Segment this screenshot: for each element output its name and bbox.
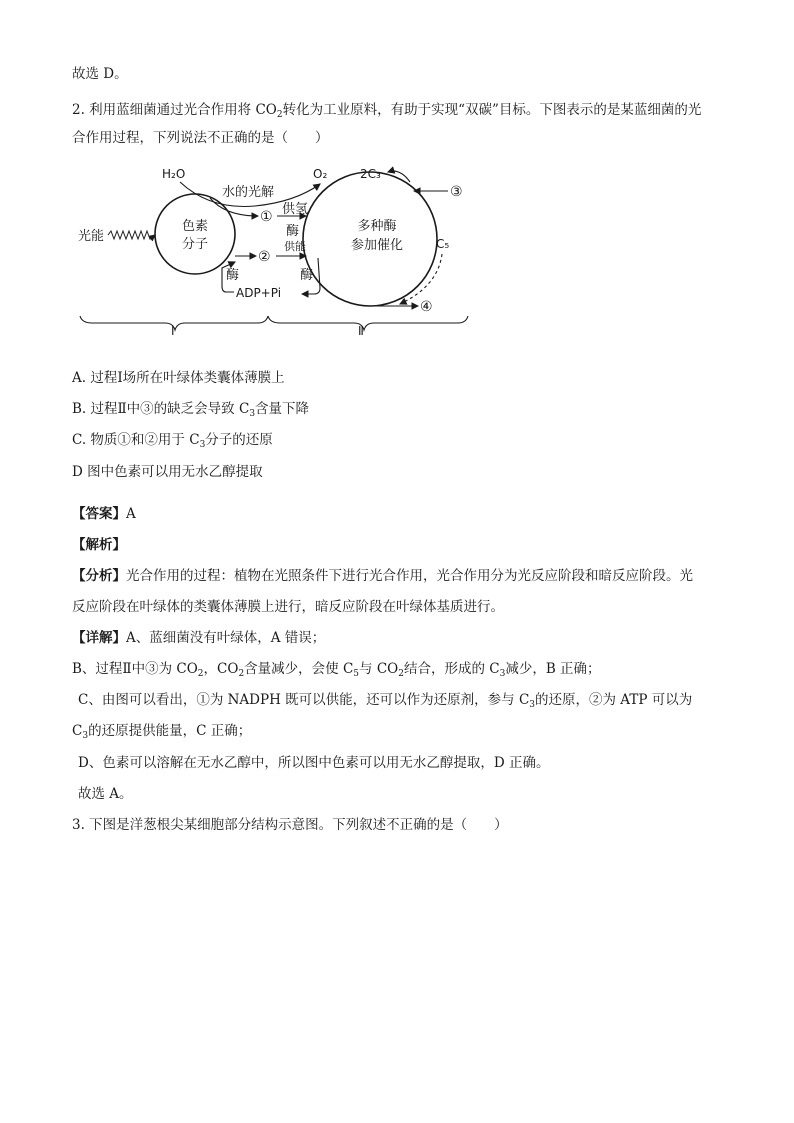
answer: 【答案】A <box>72 506 136 522</box>
detail-c-line2: $C_3$的还原提供能量，C 正确； <box>72 723 252 741</box>
mark-3: ③ <box>450 184 463 200</box>
photosynthesis-diagram <box>70 158 480 338</box>
stage2-label: Ⅱ <box>358 324 364 338</box>
detail-b: B、过程Ⅱ中③为 $CO_2$，$CO_2$含量减少，会使 $C_5$与 $CO_2$结合，形成的 $C_3$减少，B 正确； <box>72 661 601 679</box>
light-energy-label: 光能 <box>78 229 105 244</box>
question-2-line1: 2. 利用蓝细菌通过光合作用将 $CO_2$转化为工业原料，有助于实现“双碳”目标。下图表示的是某蓝细菌的光 <box>72 102 702 120</box>
c3-arrow <box>388 171 410 182</box>
h2o-label: H₂O <box>162 167 186 181</box>
enzyme-label-2: 参加催化 <box>350 238 404 253</box>
enzyme-top: 酶 <box>286 224 300 239</box>
detail-c-line1: C、由图可以看出，①为 NADPH 既可以供能，还可以作为还原剂，参与 $C_3$的还原，②为 ATP 可以为 <box>78 692 693 710</box>
pigment-circle <box>155 194 235 274</box>
enzyme-right: 酶 <box>300 268 314 283</box>
mark-1: ① <box>260 209 273 225</box>
adp-pi-label: ADP+Pi <box>236 286 282 300</box>
enzyme-label-1: 多种酶 <box>357 219 397 234</box>
option-b: B. 过程Ⅱ中③的缺乏会导致 $C_3$含量下降 <box>72 401 310 419</box>
pigment-label-1: 色素 <box>181 219 209 234</box>
analysis-heading: 【解析】 <box>72 537 126 553</box>
question-3: 3. 下图是洋葱根尖某细胞部分结构示意图。下列叙述不正确的是（ ） <box>72 817 508 833</box>
o2-label: O₂ <box>313 167 328 181</box>
mark-2: ② <box>258 249 271 265</box>
water-split-label: 水的光解 <box>222 185 275 200</box>
analysis-line2: 反应阶段在叶绿体的类囊体薄膜上进行，暗反应阶段在叶绿体基质进行。 <box>72 599 504 615</box>
supply-h-label: 供氢 <box>282 202 309 217</box>
option-c: C. 物质①和②用于 $C_3$分子的还原 <box>72 432 273 450</box>
two-c3-label: 2C₃ <box>360 167 381 181</box>
brace-stage2 <box>268 316 468 330</box>
detail-a: 【详解】A、蓝细菌没有叶绿体，A 错误； <box>72 630 326 646</box>
previous-answer: 故选 D。 <box>72 66 128 82</box>
c5-label: C₅ <box>436 237 450 251</box>
enzyme-left: 酶 <box>226 268 240 283</box>
dashed-arrow <box>400 254 442 304</box>
pigment-label-2: 分子 <box>181 237 209 252</box>
analysis-line1: 【分析】光合作用的过程：植物在光照条件下进行光合作用，光合作用分为光反应阶段和暗反应阶段。光 <box>72 568 693 584</box>
option-d: D 图中色素可以用无水乙醇提取 <box>72 464 263 480</box>
stage1-label: Ⅰ <box>171 324 175 338</box>
mark-4: ④ <box>420 299 433 315</box>
supply-energy-label: 供能 <box>284 240 306 253</box>
question-2-line2: 合作用过程，下列说法不正确的是（ ） <box>72 130 329 146</box>
detail-end: 故选 A。 <box>78 786 133 802</box>
light-zigzag <box>108 231 155 239</box>
detail-d: D、色素可以溶解在无水乙醇中，所以图中色素可以用无水乙醇提取，D 正确。 <box>78 755 550 771</box>
option-a: A. 过程Ⅰ场所在叶绿体类囊体薄膜上 <box>72 370 285 386</box>
